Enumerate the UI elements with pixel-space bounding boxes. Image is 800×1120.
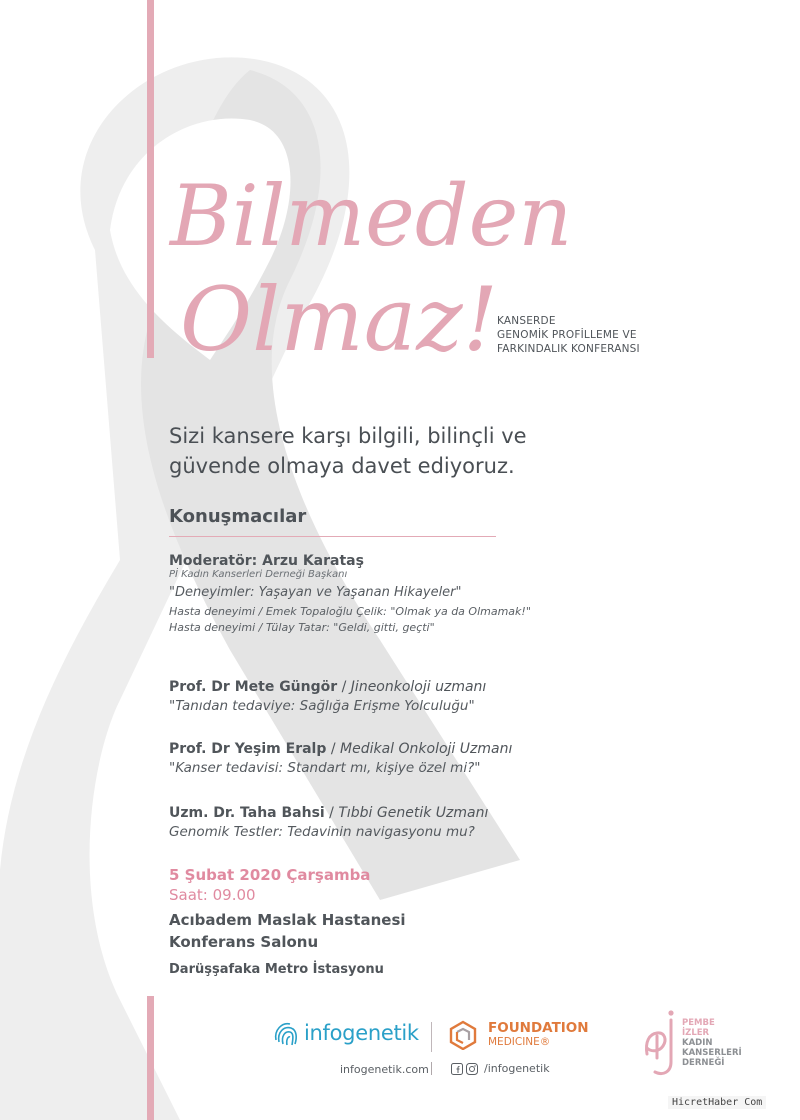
fm-wordmark-line-2: MEDICINE®: [488, 1036, 551, 1048]
foundation-medicine-logo: [448, 1020, 589, 1050]
invitation-text: [169, 421, 527, 481]
speaker-block-2: Prof. Dr Yeşim Eralp / Medikal Onkoloji Uzmanı "Kanser tedavisi: Standart mı, kişiye özel mi?": [169, 741, 513, 776]
pembe-izler-logo-mark: [641, 1008, 683, 1080]
fm-wordmark-line-1: FOUNDATION: [488, 1020, 589, 1036]
foundation-medicine-icon: [448, 1020, 478, 1050]
speaker-role: Medikal Onkoloji Uzmanı: [340, 741, 513, 757]
moderator-org: Pİ Kadın Kanserleri Derneği Başkanı: [169, 569, 348, 580]
event-time: Saat: 09.00: [169, 886, 256, 904]
subtitle-line-1: KANSERDE: [497, 315, 556, 327]
subtitle-line-3: FARKINDALIK KONFERANSI: [497, 343, 640, 355]
website-url[interactable]: infogenetik.com: [340, 1063, 429, 1076]
venue-line-1: Acıbadem Maslak Hastanesi: [169, 911, 406, 929]
patient-experience-1: Hasta deneyimi / Emek Topaloğlu Çelik: "Olmak ya da Olmamak!": [169, 605, 531, 618]
speaker-role: Tıbbi Genetik Uzmanı: [338, 805, 489, 821]
pi-line-1: PEMBE: [682, 1018, 715, 1028]
infogenetik-wordmark: infogenetik: [304, 1021, 419, 1045]
fingerprint-icon: [270, 1018, 304, 1048]
speaker-block-1: Prof. Dr Mete Güngör / Jineonkoloji uzmanı "Tanıdan tedaviye: Sağlığa Erişme Yolculuğu": [169, 679, 487, 714]
moderator-talk: "Deneyimler: Yaşayan ve Yaşanan Hikayeler": [169, 585, 462, 600]
logo-divider: [431, 1022, 432, 1052]
title-line-2: Olmaz!: [180, 268, 498, 371]
venue-line-2: Konferans Salonu: [169, 933, 319, 951]
speaker-block-3: Uzm. Dr. Taha Bahsi / Tıbbi Genetik Uzmanı Genomik Testler: Tedavinin navigasyonu mu?: [169, 805, 489, 840]
event-venue: [169, 909, 406, 953]
footer-divider: [431, 1062, 432, 1075]
invite-line-1: Sizi kansere karşı bilgili, bilinçli ve: [169, 424, 527, 448]
speakers-heading: Konuşmacılar: [169, 506, 307, 527]
metro-station: Darüşşafaka Metro İstasyonu: [169, 962, 384, 977]
pi-line-3: KADIN: [682, 1038, 713, 1048]
social-handle[interactable]: /infogenetik: [484, 1062, 550, 1075]
speaker-name: Uzm. Dr. Taha Bahsi: [169, 805, 325, 821]
patient-experience-2: Hasta deneyimi / Tülay Tatar: "Geldi, gitti, geçti": [169, 621, 435, 634]
script-title: [160, 150, 660, 410]
pi-line-4: KANSERLERİ: [682, 1048, 742, 1058]
moderator-block: [169, 553, 531, 636]
event-date: 5 Şubat 2020 Çarşamba: [169, 866, 371, 884]
speaker-talk: Genomik Testler: Tedavinin navigasyonu mu?: [169, 824, 475, 840]
speaker-role: Jineonkoloji uzmanı: [350, 679, 487, 695]
pink-vertical-bar-top: [147, 0, 154, 358]
pi-line-2: İZLER: [682, 1028, 710, 1038]
conference-subtitle: [497, 314, 640, 356]
heading-divider: [169, 536, 496, 537]
title-line-1: Bilmeden: [170, 167, 573, 265]
pink-vertical-bar-bottom: [147, 996, 154, 1120]
pi-line-5: DERNEĞİ: [682, 1058, 725, 1068]
site-watermark: HicretHaber Com: [668, 1096, 766, 1109]
moderator-name: Moderatör: Arzu Karataş: [169, 553, 364, 569]
speaker-name: Prof. Dr Yeşim Eralp: [169, 741, 327, 757]
subtitle-line-2: GENOMİK PROFİLLEME VE: [497, 329, 637, 341]
speaker-name: Prof. Dr Mete Güngör: [169, 679, 338, 695]
instagram-icon[interactable]: [466, 1063, 478, 1075]
pembe-izler-wordmark: [682, 1018, 742, 1068]
speaker-talk: "Tanıdan tedaviye: Sağlığa Erişme Yolculuğu": [169, 698, 475, 714]
invite-line-2: güvende olmaya davet ediyoruz.: [169, 454, 515, 478]
social-links: [451, 1062, 550, 1075]
facebook-icon[interactable]: [451, 1063, 463, 1075]
speaker-talk: "Kanser tedavisi: Standart mı, kişiye özel mi?": [169, 760, 481, 776]
infogenetik-logo: [270, 1018, 419, 1048]
